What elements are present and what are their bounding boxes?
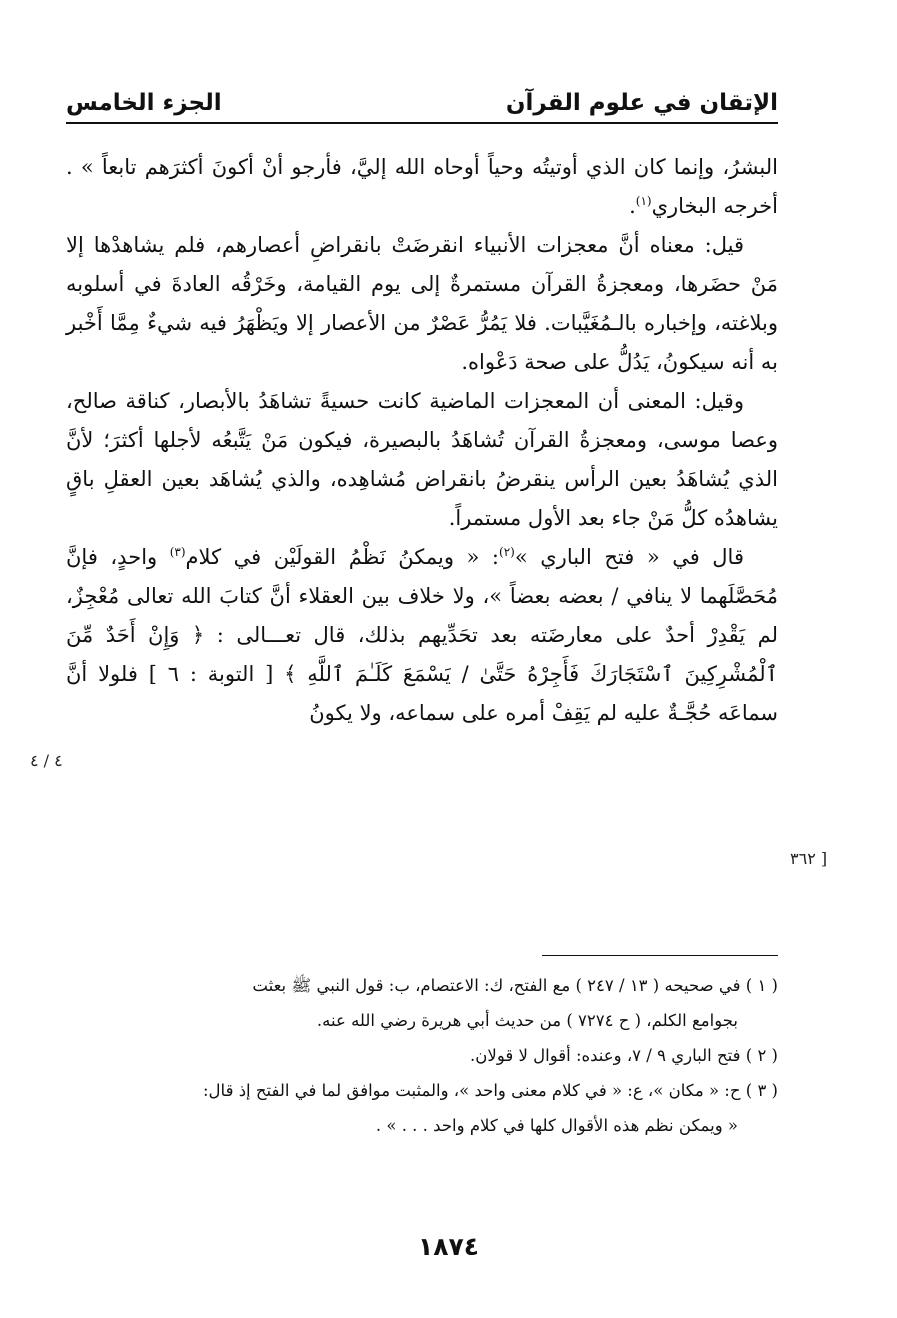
footnote-text: ح: « مكان »، ع: « في كلام معنى واحد »، والمثبت موافق لما في الفتح إذ قال:: [203, 1081, 741, 1100]
footnote-ref: (٣): [169, 545, 186, 559]
paragraph-text: وقيل: المعنى أن المعجزات الماضية كانت حسيةً تشاهَدُ بالأبصار، كناقة صالح، وعصا موسى، ومعجزةُ القرآن تُشاهَدُ بالبصيرة، فيكون مَنْ يَتَّبعُه لأجلها أكثرَ؛ لأنَّ الذي يُشاهَدُ بعين الرأس ينقرضُ بانقراض مُشاهِده، والذي يُشاهَد بعين العقلِ باقٍ يشاهدُه كلُّ مَنْ جاء بعد الأول مستمراً.: [66, 389, 778, 530]
footnote-text: « ويمكن نظم هذه الأقوال كلها في كلام واحد . . . » .: [375, 1116, 738, 1135]
footnote-text: بجوامع الكلم، ( ح ٧٢٧٤ ) من حديث أبي هريرة رضي الله عنه.: [316, 1011, 738, 1030]
paragraph-text: : « ويمكنُ نَظْمُ القولَيْن في كلام: [185, 545, 500, 569]
footnotes: [90, 970, 778, 1145]
footnote-3-cont: [90, 1110, 778, 1141]
paragraph-4: [66, 538, 778, 733]
paragraph-3: [66, 382, 778, 538]
paragraph-1: [66, 148, 778, 226]
footnote-1: [90, 970, 778, 1001]
main-text: [66, 148, 778, 733]
paragraph-text: البشرُ، وإنما كان الذي أوتيتُه وحياً أوحاه الله إليَّ، فأرجو أنْ أكونَ أكثرَهم تابعاً » . أخرجه البخاري: [66, 155, 778, 218]
footnote-3: [90, 1075, 778, 1106]
running-header: [66, 78, 778, 118]
paragraph-text: واحدٍ، فإنَّ مُحَصَّلَهما لا ينافي / بعضه بعضاً »، ولا خلاف بين العقلاء أنَّ كتابَ الله تعالى مُعْجِزٌ، لم يَقْدِرْ أحدٌ على معارضَته بعد تحَدِّيهم بذلك، قال تعـــالى :: [66, 545, 778, 647]
footnote-number: ( ٢ ): [745, 1046, 778, 1065]
book-title: الإتقان في علوم القرآن: [505, 90, 778, 116]
paragraph-text: قال في « فتح الباري »: [514, 545, 744, 569]
quran-verse: ﴿ وَإِنْ أَحَدٌ مِّنَ ٱلْمُشْرِكِينَ ٱسْتَجَارَكَ فَأَجِرْهُ حَتَّىٰ / يَسْمَعَ كَلَـٰمَ ٱللَّهِ ﴾: [66, 623, 778, 686]
footnote-ref: (١): [635, 194, 652, 208]
margin-volume-ref: ٤ / ٤: [30, 751, 63, 770]
page-number: ١٨٧٤: [417, 1232, 480, 1261]
paragraph-text: قيل: معناه أنَّ معجزات الأنبياء انقرضَتْ بانقراضِ أعصارهم، فلم يشاهدْها إلا مَنْ حضَرها، ومعجزةُ القرآن مستمرةٌ إلى يوم القيامة، وخَرْقُه العادةَ في أسلوبه وبلاغته، وإخباره بالـمُغَيَّبات. فلا يَمُرُّ عَصْرٌ من الأعصار إلا ويَظْهَرُ فيه شيءٌ مِمَّا أَخْبر به أنه سيكونُ، يَدُلُّ على صحة دَعْواه.: [66, 233, 778, 374]
paragraph-2: [66, 226, 778, 382]
footnote-2: [90, 1040, 778, 1071]
footnote-number: ( ١ ): [745, 976, 778, 995]
margin-page-ref: [ ٣٦٢: [790, 849, 828, 868]
part-label: الجزء الخامس: [66, 90, 222, 116]
paragraph-text: .: [629, 194, 636, 218]
footnote-number: ( ٣ ): [745, 1081, 778, 1100]
footnote-rule: [542, 955, 778, 956]
footnote-text: في صحيحه ( ١٣ / ٢٤٧ ) مع الفتح، ك: الاعتصام، ب: قول النبي ﷺ بعثت: [252, 976, 741, 995]
footnote-ref: (٢): [499, 545, 515, 559]
paragraph-text: [ التوبة : ٦ ] فلولا أنَّ سماعَه حُجَّـةٌ عليه لم يَقِفْ أمره على سماعه، ولا يكونُ: [66, 662, 778, 725]
header-rule: [66, 122, 778, 124]
footnote-1-cont: [90, 1005, 778, 1036]
footnote-text: فتح الباري ٩ / ٧، وعنده: أقوال لا قولان.: [470, 1046, 741, 1065]
